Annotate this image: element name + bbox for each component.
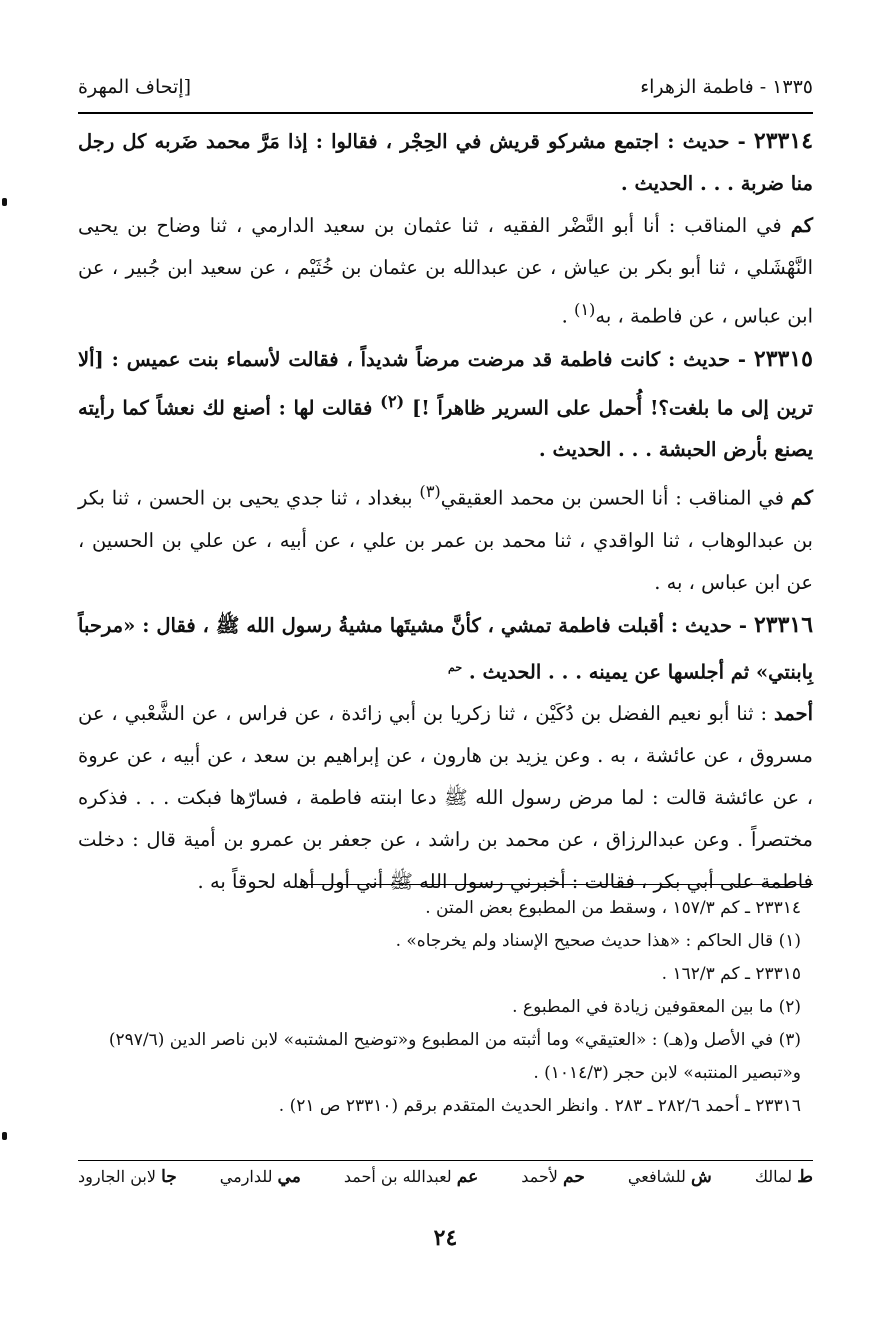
footnote: (٢) ما بين المعقوفين زيادة في المطبوع . (512, 997, 801, 1017)
hadith-label: - حديث : (670, 613, 747, 637)
footnote: ٢٣٣١٥ ـ كم ١٦٢/٣ . (661, 964, 801, 984)
legend-item (220, 1167, 301, 1187)
footnote: (١) قال الحاكم : «هذا حديث صحيح الإسناد ولم يخرجاه» . (395, 931, 801, 951)
footnote-ref: (٢) (380, 391, 405, 411)
isnad-23314 (78, 205, 813, 338)
legend-item (521, 1167, 585, 1187)
hadith-number: ٢٣٣١٥ (753, 345, 813, 372)
legend-code: حم (563, 1167, 585, 1187)
hadith-label: - حديث : (668, 347, 747, 371)
legend-name: لابن الجارود (78, 1167, 156, 1186)
legend-item (344, 1167, 478, 1187)
footnote: ٢٣٣١٦ ـ أحمد ٢٨٢/٦ ـ ٢٨٣ . وانظر الحديث المتقدم برقم (٢٣٣١٠ ص ٢١) . (278, 1096, 801, 1116)
legend-name: لعبدالله بن أحمد (343, 1167, 452, 1186)
legend-code: مي (277, 1167, 301, 1187)
running-title: ١٣٣٥ - فاطمة الزهراء (640, 76, 813, 98)
legend-item (628, 1167, 712, 1187)
scan-mark (2, 198, 7, 206)
source-name: أحمد (774, 702, 813, 725)
footnotes-rule (300, 884, 813, 885)
legend-name: لأحمد (521, 1167, 558, 1186)
isnad-text: : ثنا أبو نعيم الفضل بن دُكَيْن ، ثنا زكريا بن أبي زائدة ، عن فراس ، عن الشَّعْبي ، عن مسروق ، عن عائشة ، به . وعن يزيد بن هارون ، عن إبراهيم بن سعد ، عن أبيه ، عن عروة ، عن عائشة قالت : لما مرض رسول الله ﷺ دعا ابنته فاطمة ، فسارّها فبكت . . . فذكره مختصراً . وعن عبدالرزاق ، عن محمد بن راشد ، عن جعفر بن عمرو بن أمية قال : دخلت فاطمة على أبي بكر ، فقالت : أخبرني رسول الله ﷺ أني أول أهله لحوقاً به . (78, 702, 813, 893)
hadith-label: - حديث : (667, 130, 746, 153)
legend-item (78, 1167, 177, 1187)
header-rule (78, 112, 813, 114)
hadith-matn: اجتمع مشركو قريش في الحِجْر ، فقالوا : إذا مَرَّ محمد ضَربه كل رجل منا ضربة . . . الحديث . (78, 130, 813, 195)
legend-code: جا (161, 1167, 177, 1187)
page-header (78, 60, 813, 98)
legend-name: لمالك (754, 1167, 793, 1186)
legend-rule (78, 1160, 813, 1161)
legend-name: للدارمي (219, 1167, 273, 1186)
legend-code: ش (691, 1167, 712, 1187)
legend-code: ط (797, 1167, 813, 1187)
book-title: [إتحاف المهرة (78, 76, 192, 98)
isnad-text-start: في المناقب : أنا الحسن بن محمد العقيقي (440, 486, 784, 510)
source-code: كم (790, 214, 813, 237)
isnad-23316 (78, 693, 813, 903)
source-code: كم (790, 486, 813, 510)
isnad-end: . (561, 304, 574, 328)
isnad-text: في المناقب : أنا أبو النَّضْر الفقيه ، ثنا عثمان بن سعيد الدارمي ، ثنا وضاح بن يحيى النَّهْشَلي ، ثنا أبو بكر بن عياش ، عن عبدالله بن عثمان بن خُثَيْم ، عن سعيد ابن جُبير ، عن ابن عباس ، عن فاطمة ، به (78, 214, 813, 328)
footnote-ref: (١) (573, 300, 596, 319)
page-number: ٢٤ (433, 1225, 458, 1251)
hadith-matn: كانت فاطمة قد مرضت مرضاً شديداً ، فقالت لأسماء بنت عميس : [ألا ترين إلى ما بلغت؟! أُحمل على السرير ظاهراً !] (78, 347, 813, 419)
isnad-text: ببغداد ، ثنا جدي يحيى بن الحسن ، ثنا بكر بن عبدالوهاب ، ثنا الواقدي ، ثنا محمد بن عمر بن علي ، عن أبيه ، عن علي بن الحسين ، عن ابن عباس ، به . (78, 486, 813, 594)
hadith-entry-23315 (78, 338, 813, 472)
footnote: (٣) في الأصل و(هـ) : «العتيقي» وما أثبته من المطبوع و«توضيح المشتبه» لابن ناصر الدين (٢٩٧/٦) و«تبصير المنتبه» لابن حجر (١٠١٤/٣) . (108, 1030, 801, 1083)
source-code: حم (448, 660, 463, 674)
legend-code: عم (456, 1167, 479, 1187)
hadith-entry-23316 (78, 604, 813, 694)
hadith-matn: أقبلت فاطمة تمشي ، كأنَّ مشيتَها مشيةُ رسول الله ﷺ ، فقال : «مرحباً بِابنتي» ثم أجلسها عن يمينه . . . الحديث . (78, 613, 813, 683)
footnote-ref: (٣) (419, 482, 441, 501)
hadith-entry-23314 (78, 120, 813, 205)
hadith-number: ٢٣٣١٤ (753, 128, 814, 154)
hadith-number: ٢٣٣١٦ (753, 611, 814, 638)
main-text (78, 120, 813, 903)
legend-name: للشافعي (627, 1167, 686, 1186)
isnad-23315 (78, 471, 813, 604)
hadith-matn-end: فقالت لها : أصنع لك نعشاً كما رأيته يصنع بأرض الحبشة . . . الحديث . (78, 396, 813, 461)
footnote: ٢٣٣١٤ ـ كم ١٥٧/٣ ، وسقط من المطبوع بعض المتن . (425, 898, 801, 918)
scan-mark (2, 1132, 7, 1140)
abbreviation-legend (78, 1167, 813, 1187)
legend-item (755, 1167, 813, 1187)
footnotes (78, 892, 801, 1123)
